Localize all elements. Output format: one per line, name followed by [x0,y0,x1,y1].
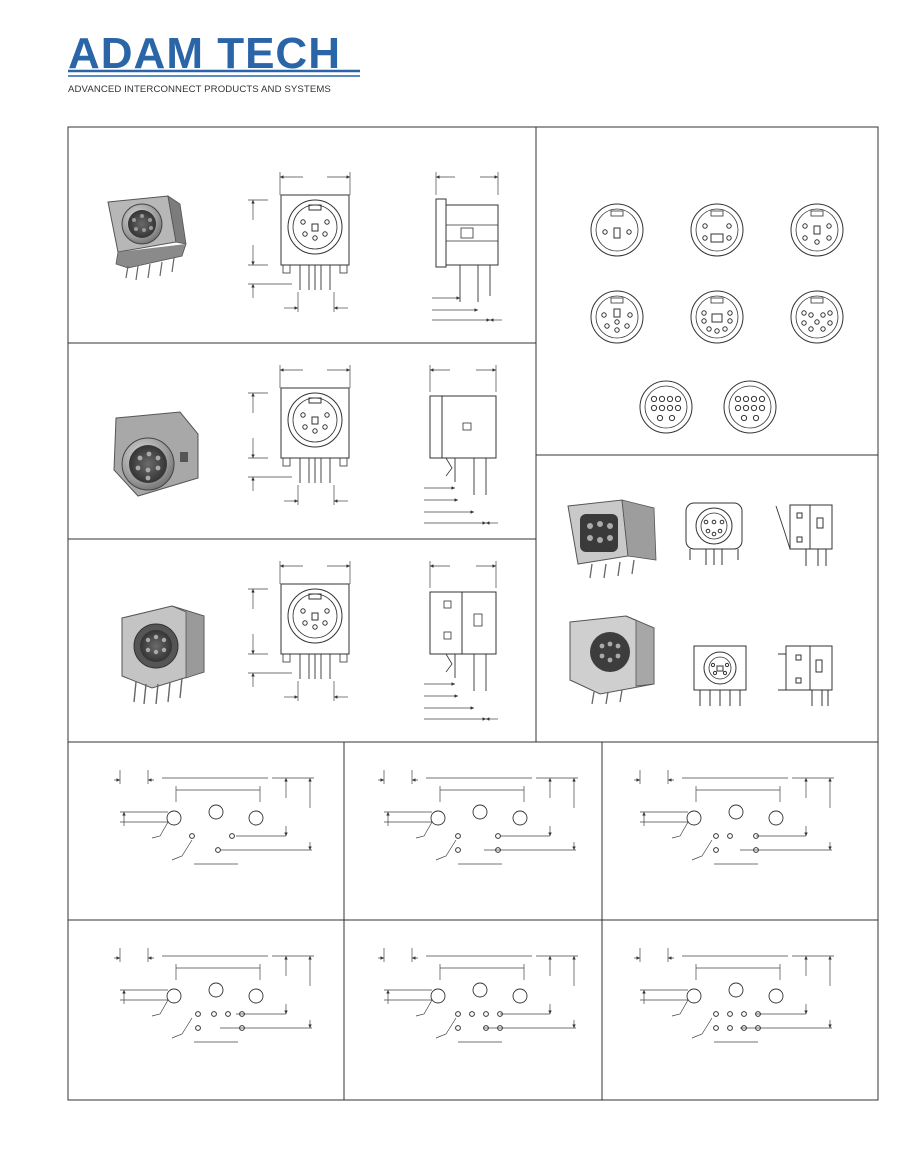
variant-front-view-2 [694,646,746,706]
product-row-1 [108,172,502,320]
pinout-6-pin-icon [591,291,643,343]
pinout-5-pin-icon [791,204,843,256]
side-view-drawing-1 [432,172,502,320]
variant-front-view-1 [686,503,742,565]
front-view-drawing-1 [248,172,350,312]
pinout-3-pin-icon [591,204,643,256]
side-view-drawing-2 [424,365,498,523]
pcb-layout-7-pin-icon [378,948,578,1042]
pinout-8-pin-icon [791,291,843,343]
connector-photo-2-icon [114,412,198,496]
product-row-2 [114,365,498,523]
side-view-drawing-3 [424,561,498,719]
pcb-layout-3-pin-icon [114,770,314,864]
pcb-layout-6-pin-icon [114,948,314,1042]
pinout-faces [591,204,843,433]
company-tagline: ADVANCED INTERCONNECT PRODUCTS AND SYSTEMS [68,84,331,95]
pcb-layout-5-pin-icon [634,770,834,864]
variant-side-view-2 [778,646,832,706]
variant-panel [568,500,832,706]
pinout-7-pin-icon [691,291,743,343]
variant-photo-2-icon [570,616,654,704]
connector-photo-3-icon [122,606,204,704]
pcb-layout-8-pin-icon [634,948,834,1042]
variant-side-view-1 [776,505,832,566]
front-view-drawing-2 [248,365,350,505]
pinout-4-pin-icon [691,204,743,256]
pcb-layout-4-pin-icon [378,770,578,864]
connector-photo-1-icon [108,196,186,280]
variant-photo-1-icon [568,500,656,578]
pinout-9-pin-a-icon [640,381,692,433]
pcb-layouts [114,770,834,1042]
logo-wordmark: ADAM TECH [68,29,341,78]
pinout-9-pin-b-icon [724,381,776,433]
product-row-3 [122,561,498,719]
front-view-drawing-3 [248,561,350,701]
